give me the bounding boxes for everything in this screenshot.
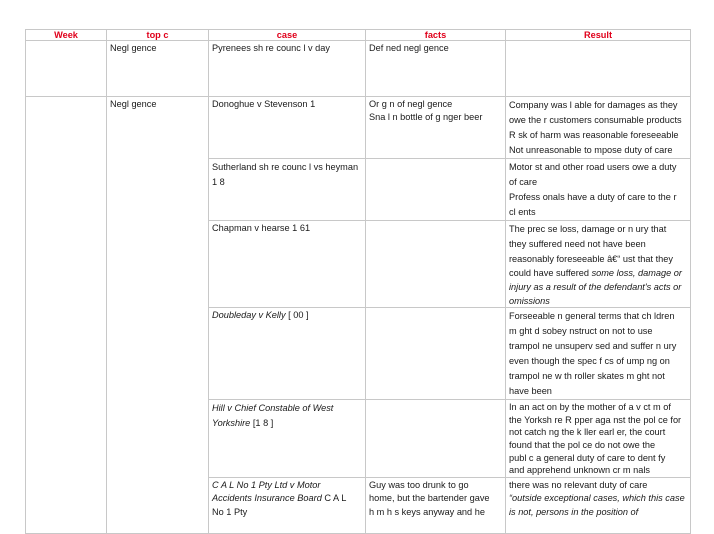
header-week: Week (26, 30, 107, 41)
facts-cell (366, 400, 506, 478)
table-row (26, 221, 691, 308)
result-cell (506, 41, 691, 97)
topic-cell (107, 221, 209, 308)
facts-cell (366, 159, 506, 221)
case-cell: Chapman v hearse 1 61 (209, 221, 366, 308)
result-cell: Motor st and other road users owe a duty of care Profess onals have a duty of care to the r cl ents (506, 159, 691, 221)
topic-cell: Negl gence (107, 97, 209, 159)
table-row (26, 308, 691, 400)
header-case: case (209, 30, 366, 41)
case-cell: Sutherland sh re counc l vs heyman 1 8 (209, 159, 366, 221)
table-row (26, 41, 691, 97)
topic-cell (107, 400, 209, 478)
week-cell (26, 97, 107, 159)
topic-cell (107, 159, 209, 221)
result-cell: The prec se loss, damage or n ury that they suffered need not have been reasonably foreseeable â€“ ust that they could have suffered some loss, damage or injury as a result of the defendant's acts or omissions (506, 221, 691, 308)
facts-cell (366, 308, 506, 400)
header-row (26, 30, 691, 41)
facts-cell: Def ned negl gence (366, 41, 506, 97)
header-facts: facts (366, 30, 506, 41)
topic-cell: Negl gence (107, 41, 209, 97)
facts-cell: Guy was too drunk to go home, but the bartender gave h m h s keys anyway and he (366, 477, 506, 533)
week-cell (26, 400, 107, 478)
week-cell (26, 159, 107, 221)
result-cell: Company was l able for damages as they owe the r customers consumable products R sk of harm was reasonable foreseeable Not unreasonable to mpose duty of care (506, 97, 691, 159)
table-row (26, 97, 691, 159)
table-row (26, 477, 691, 533)
case-cell: Donoghue v Stevenson 1 (209, 97, 366, 159)
header-topic: top c (107, 30, 209, 41)
table-row (26, 159, 691, 221)
week-cell (26, 41, 107, 97)
result-cell: Forseeable n general terms that ch ldren m ght d sobey nstruct on not to use trampol ne unsuperv sed and suffer n ury even though the spec f cs of ump ng on trampol ne w th roller skates m ght not have been (506, 308, 691, 400)
result-cell: In an act on by the mother of a v ct m of the Yorksh re R pper aga nst the pol ce for not catch ng the k ller earl er, the court found that the pol ce do not owe the publ c a general duty of care to dent fy and apprehend unknown cr m nals (506, 400, 691, 478)
week-cell (26, 308, 107, 400)
table-row (26, 400, 691, 478)
topic-cell (107, 477, 209, 533)
week-cell (26, 477, 107, 533)
header-result: Result (506, 30, 691, 41)
facts-cell: Or g n of negl gence Sna l n bottle of g nger beer (366, 97, 506, 159)
facts-cell (366, 221, 506, 308)
result-cell: there was no relevant duty of care “outside exceptional cases, which this case is not, persons in the position of (506, 477, 691, 533)
case-cell: Hill v Chief Constable of West Yorkshire [1 8 ] (209, 400, 366, 478)
case-notes-table (25, 29, 691, 534)
case-cell: Doubleday v Kelly [ 00 ] (209, 308, 366, 400)
case-cell: Pyrenees sh re counc l v day (209, 41, 366, 97)
week-cell (26, 221, 107, 308)
case-cell: C A L No 1 Pty Ltd v Motor Accidents Insurance Board C A L No 1 Pty (209, 477, 366, 533)
topic-cell (107, 308, 209, 400)
